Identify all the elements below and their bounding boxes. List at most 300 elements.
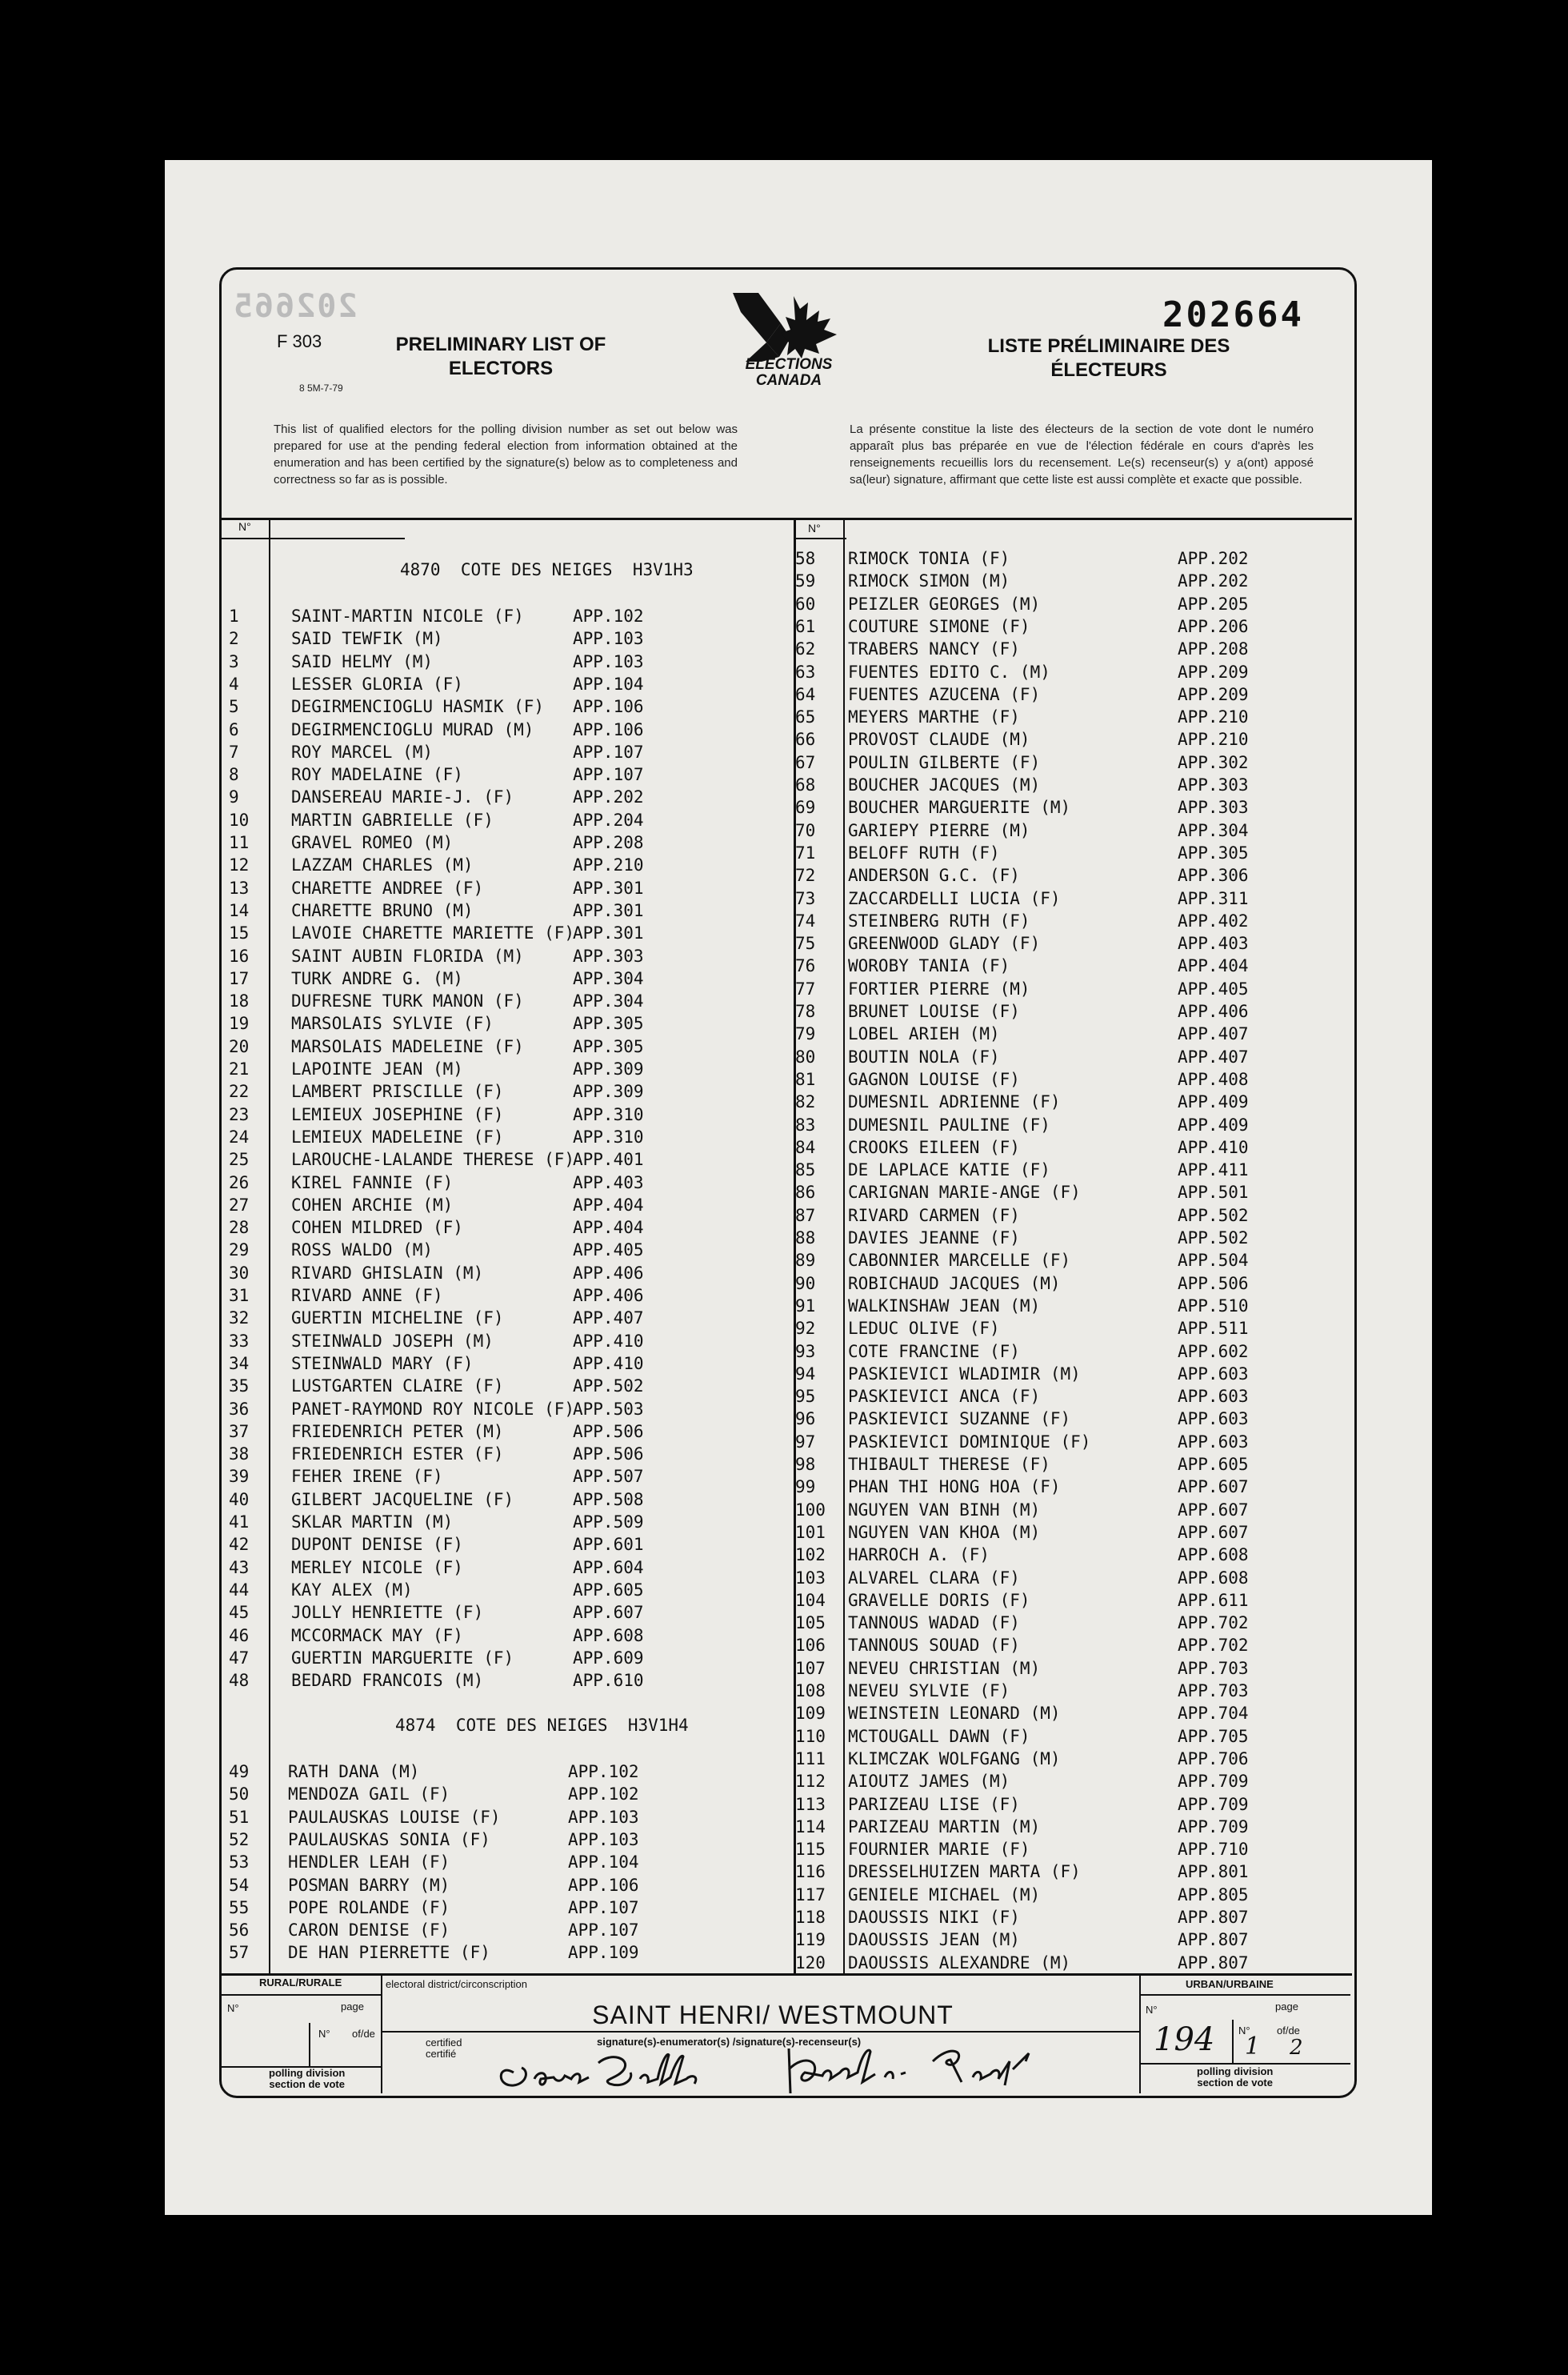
elector-apartment: APP.610 [573, 1671, 644, 1691]
district-rule [382, 2031, 1139, 2033]
elector-apartment: APP.206 [1178, 616, 1249, 636]
elector-name: LEMIEUX MADELEINE (F) [291, 1127, 504, 1147]
elector-name: MCTOUGALL DAWN (F) [848, 1726, 1030, 1746]
elector-name: FOURNIER MARIE (F) [848, 1840, 1030, 1860]
list-item [795, 1657, 1347, 1680]
footer-right-bottom-rule [1141, 2063, 1350, 2065]
form-number: F 303 [277, 331, 322, 351]
rural-of-label: of/de [352, 2028, 375, 2040]
elector-name: DEGIRMENCIOGLU HASMIK (F) [291, 697, 545, 717]
elector-name: KAY ALEX (M) [291, 1580, 413, 1600]
elector-number: 87 [795, 1205, 816, 1225]
elector-number: 67 [795, 752, 816, 772]
elector-number: 109 [795, 1704, 826, 1724]
list-item [229, 1103, 789, 1126]
urban-no2-label: N° [1238, 2025, 1250, 2037]
elector-name: FEHER IRENE (F) [291, 1467, 443, 1487]
list-item [229, 990, 789, 1012]
elector-apartment: APP.709 [1178, 1794, 1249, 1814]
elector-apartment: APP.704 [1178, 1704, 1249, 1724]
right-no-header: N° [808, 522, 821, 535]
elector-name: PASKIEVICI SUZANNE (F) [848, 1409, 1071, 1429]
list-item [229, 967, 789, 990]
elector-number: 19 [229, 1014, 250, 1034]
elector-apartment: APP.508 [573, 1489, 644, 1509]
elector-apartment: APP.103 [568, 1807, 639, 1827]
elector-number: 9 [229, 787, 239, 807]
elector-name: CARON DENISE (F) [288, 1920, 450, 1940]
elector-apartment: APP.303 [573, 946, 644, 966]
elector-apartment: APP.303 [1178, 798, 1249, 818]
elector-apartment: APP.603 [1178, 1387, 1249, 1407]
elector-name: LOBEL ARIEH (M) [848, 1024, 1000, 1044]
elector-name: WOROBY TANIA (F) [848, 956, 1010, 976]
elector-number: 89 [795, 1251, 816, 1271]
elector-name: GARIEPY PIERRE (M) [848, 820, 1030, 840]
elector-name: BOUTIN NOLA (F) [848, 1047, 1000, 1067]
list-item [795, 1363, 1347, 1385]
list-item [229, 719, 789, 741]
elector-name: KIREL FANNIE (F) [291, 1172, 454, 1192]
elector-number: 69 [795, 798, 816, 818]
elector-number: 28 [229, 1218, 250, 1238]
elector-apartment: APP.602 [1178, 1341, 1249, 1361]
elector-number: 8 [229, 765, 239, 785]
elector-apartment: APP.405 [1178, 979, 1249, 999]
elector-apartment: APP.407 [1178, 1024, 1249, 1044]
elector-apartment: APP.702 [1178, 1636, 1249, 1656]
elector-name: AIOUTZ JAMES (M) [848, 1772, 1010, 1792]
elector-number: 33 [229, 1331, 250, 1351]
elector-number: 111 [795, 1748, 826, 1768]
elector-apartment: APP.807 [1178, 1930, 1249, 1950]
elector-number: 39 [229, 1467, 250, 1487]
list-item [795, 1000, 1347, 1023]
elector-name: STEINBERG RUTH (F) [848, 911, 1030, 931]
elector-name: SKLAR MARTIN (M) [291, 1512, 454, 1532]
elector-name: MEYERS MARTHE (F) [848, 707, 1020, 727]
elector-number: 58 [795, 549, 816, 568]
elector-number: 27 [229, 1195, 250, 1215]
elector-number: 71 [795, 843, 816, 863]
elector-name: BOUCHER JACQUES (M) [848, 775, 1041, 795]
urban-of-label: of/de [1277, 2025, 1300, 2037]
elector-number: 49 [229, 1762, 250, 1781]
elector-number: 68 [795, 775, 816, 795]
list-item [795, 1725, 1347, 1748]
elector-number: 36 [229, 1399, 250, 1419]
list-item [229, 1941, 789, 1964]
elector-apartment: APP.403 [573, 1172, 644, 1192]
elector-apartment: APP.611 [1178, 1590, 1249, 1610]
elector-apartment: APP.209 [1178, 662, 1249, 682]
list-item [795, 1816, 1347, 1838]
elector-apartment: APP.603 [1178, 1432, 1249, 1452]
elector-number: 31 [229, 1286, 250, 1305]
list-item [229, 1760, 789, 1783]
rural-label-rule [221, 1994, 381, 1996]
elector-apartment: APP.407 [573, 1308, 644, 1328]
elector-name: PANET-RAYMOND ROY NICOLE (F) [291, 1399, 575, 1419]
list-item [795, 1340, 1347, 1363]
elector-number: 86 [795, 1183, 816, 1203]
elector-number: 110 [795, 1726, 826, 1746]
elector-name: DAOUSSIS ALEXANDRE (M) [848, 1952, 1071, 1972]
elector-apartment: APP.405 [573, 1240, 644, 1260]
elector-number: 92 [795, 1319, 816, 1339]
elector-number: 74 [795, 911, 816, 931]
elector-name: ROBICHAUD JACQUES (M) [848, 1273, 1061, 1293]
list-item [229, 1443, 789, 1465]
list-item [229, 1307, 789, 1329]
elector-name: LEDUC OLIVE (F) [848, 1319, 1000, 1339]
elector-apartment: APP.205 [1178, 594, 1249, 614]
list-item [795, 955, 1347, 977]
elector-apartment: APP.706 [1178, 1748, 1249, 1768]
elector-apartment: APP.509 [573, 1512, 644, 1532]
elector-apartment: APP.401 [573, 1150, 644, 1170]
elector-number: 16 [229, 946, 250, 966]
right-no-header-rule [794, 538, 846, 539]
elector-name: RIMOCK SIMON (M) [848, 571, 1010, 591]
elector-apartment: APP.309 [573, 1059, 644, 1079]
elector-apartment: APP.210 [573, 855, 644, 875]
elector-number: 120 [795, 1952, 826, 1972]
elector-name: MENDOZA GAIL (F) [288, 1784, 450, 1804]
page-total: 2 [1290, 2036, 1303, 2060]
district-name: SAINT HENRI/ WESTMOUNT [592, 2001, 954, 2029]
elector-number: 94 [795, 1364, 816, 1384]
elector-name: GILBERT JACQUELINE (F) [291, 1489, 514, 1509]
list-item [229, 1035, 789, 1058]
elector-name: PHAN THI HONG HOA (F) [848, 1477, 1061, 1497]
elector-name: DAVIES JEANNE (F) [848, 1228, 1020, 1248]
elector-number: 57 [229, 1943, 250, 1963]
elector-number: 30 [229, 1263, 250, 1283]
list-item [795, 1521, 1347, 1544]
elector-apartment: APP.301 [573, 900, 644, 920]
elector-number: 102 [795, 1545, 826, 1565]
elector-apartment: APP.210 [1178, 707, 1249, 727]
elector-apartment: APP.502 [1178, 1205, 1249, 1225]
list-item [229, 922, 789, 944]
elector-apartment: APP.411 [1178, 1160, 1249, 1180]
elector-apartment: APP.703 [1178, 1681, 1249, 1700]
list-item [795, 1249, 1347, 1272]
urban-no-label: N° [1146, 2004, 1158, 2016]
elector-name: LAMBERT PRISCILLE (F) [291, 1082, 504, 1102]
elector-apartment: APP.107 [573, 742, 644, 762]
elector-name: FUENTES EDITO C. (M) [848, 662, 1050, 682]
elector-number: 95 [795, 1387, 816, 1407]
list-item [229, 1488, 789, 1511]
logo-line2: CANADA [755, 372, 822, 389]
elector-apartment: APP.106 [573, 697, 644, 717]
list-item [795, 1317, 1347, 1340]
elector-apartment: APP.507 [573, 1467, 644, 1487]
elector-name: TANNOUS WADAD (F) [848, 1613, 1020, 1633]
elector-apartment: APP.604 [573, 1557, 644, 1577]
elector-number: 48 [229, 1671, 250, 1691]
elector-number: 118 [795, 1908, 826, 1927]
list-item [229, 1148, 789, 1171]
elector-number: 13 [229, 878, 250, 898]
elector-name: STEINWALD MARY (F) [291, 1353, 474, 1373]
elector-number: 61 [795, 616, 816, 636]
footer-top-rule [221, 1973, 1352, 1976]
elector-number: 43 [229, 1557, 250, 1577]
elector-name: HENDLER LEAH (F) [288, 1852, 450, 1872]
elector-name: ROY MADELAINE (F) [291, 765, 463, 785]
list-item [229, 831, 789, 854]
elector-apartment: APP.305 [573, 1014, 644, 1034]
urban-label: URBAN/URBAINE [1186, 1978, 1274, 1990]
elector-apartment: APP.106 [573, 719, 644, 739]
list-item [229, 1465, 789, 1488]
list-item [795, 1702, 1347, 1724]
list-item [795, 1227, 1347, 1249]
certified-label: certified certifié [426, 2037, 462, 2060]
list-item [795, 774, 1347, 796]
list-item [229, 1647, 789, 1669]
elector-number: 25 [229, 1150, 250, 1170]
elector-name: DUMESNIL PAULINE (F) [848, 1115, 1050, 1135]
list-item [795, 1046, 1347, 1068]
elector-number: 18 [229, 991, 250, 1011]
elector-apartment: APP.208 [573, 833, 644, 852]
elector-name: CROOKS EILEEN (F) [848, 1137, 1020, 1157]
list-item [229, 1216, 789, 1239]
list-item [795, 751, 1347, 774]
elector-number: 40 [229, 1489, 250, 1509]
elector-name: ROSS WALDO (M) [291, 1240, 434, 1260]
elector-apartment: APP.310 [573, 1104, 644, 1124]
polling-division-number: 194 [1154, 2021, 1215, 2058]
list-item [795, 978, 1347, 1000]
elector-apartment: APP.202 [573, 787, 644, 807]
elector-apartment: APP.402 [1178, 911, 1249, 931]
elector-number: 98 [795, 1455, 816, 1474]
elector-apartment: APP.506 [573, 1444, 644, 1464]
elector-apartment: APP.607 [1178, 1500, 1249, 1520]
list-item [229, 1783, 789, 1805]
elector-apartment: APP.202 [1178, 571, 1249, 591]
elector-number: 59 [795, 571, 816, 591]
elector-number: 12 [229, 855, 250, 875]
list-item [229, 1828, 789, 1851]
elector-number: 29 [229, 1240, 250, 1260]
elector-apartment: APP.807 [1178, 1908, 1249, 1927]
elector-number: 84 [795, 1137, 816, 1157]
list-item [795, 1476, 1347, 1498]
elector-apartment: APP.502 [1178, 1228, 1249, 1248]
elector-name: CABONNIER MARCELLE (F) [848, 1251, 1071, 1271]
mirrored-stamp-number: 202665 [232, 288, 358, 325]
elector-name: POULIN GILBERTE (F) [848, 752, 1041, 772]
elector-name: TRABERS NANCY (F) [848, 639, 1020, 659]
elector-name: SAINT-MARTIN NICOLE (F) [291, 607, 524, 626]
elector-name: LUSTGARTEN CLAIRE (F) [291, 1376, 504, 1396]
elector-name: NEVEU SYLVIE (F) [848, 1681, 1010, 1700]
elector-name: BRUNET LOUISE (F) [848, 1002, 1020, 1021]
elector-number: 7 [229, 742, 239, 762]
elector-number: 70 [795, 820, 816, 840]
elector-name: LAZZAM CHARLES (M) [291, 855, 474, 875]
elector-number: 93 [795, 1341, 816, 1361]
elector-apartment: APP.404 [1178, 956, 1249, 976]
elector-name: HARROCH A. (F) [848, 1545, 990, 1565]
elector-name: GRAVEL ROMEO (M) [291, 833, 454, 852]
elector-name: DE LAPLACE KATIE (F) [848, 1160, 1050, 1180]
elector-number: 76 [795, 956, 816, 976]
elector-apartment: APP.106 [568, 1875, 639, 1895]
elector-apartment: APP.506 [573, 1421, 644, 1441]
elector-apartment: APP.607 [1178, 1522, 1249, 1542]
elector-name: LAVOIE CHARETTE MARIETTE (F) [291, 923, 575, 943]
elector-name: GREENWOOD GLADY (F) [848, 934, 1041, 954]
elector-number: 81 [795, 1069, 816, 1089]
elector-name: SAID TEWFIK (M) [291, 629, 443, 649]
elector-name: PEIZLER GEORGES (M) [848, 594, 1041, 614]
elector-apartment: APP.210 [1178, 730, 1249, 750]
elector-name: NEVEU CHRISTIAN (M) [848, 1658, 1041, 1678]
elector-number: 114 [795, 1816, 826, 1836]
list-item [229, 673, 789, 695]
elector-name: POPE ROLANDE (F) [288, 1897, 450, 1917]
elector-name: COUTURE SIMONE (F) [848, 616, 1030, 636]
elector-name: COHEN ARCHIE (M) [291, 1195, 454, 1215]
rural-no-label: N° [227, 2002, 239, 2014]
list-item [795, 1114, 1347, 1136]
list-item [795, 1385, 1347, 1408]
list-item [795, 1906, 1347, 1928]
list-item [795, 593, 1347, 615]
section-header-4870: 4870 COTE DES NEIGES H3V1H3 [400, 560, 694, 579]
list-item [229, 1601, 789, 1624]
list-item [229, 1262, 789, 1284]
elector-apartment: APP.807 [1178, 1952, 1249, 1972]
elector-name: PARIZEAU MARTIN (M) [848, 1816, 1041, 1836]
elector-number: 4 [229, 674, 239, 694]
elector-apartment: APP.608 [573, 1625, 644, 1645]
elector-name: GENIELE MICHAEL (M) [848, 1884, 1041, 1904]
elector-name: FUENTES AZUCENA (F) [848, 684, 1041, 704]
signature-2 [773, 2037, 1037, 2103]
list-item [795, 638, 1347, 660]
elector-name: COTE FRANCINE (F) [848, 1341, 1020, 1361]
elector-apartment: APP.410 [573, 1331, 644, 1351]
list-item [229, 605, 789, 627]
list-item [229, 1194, 789, 1216]
elector-apartment: APP.703 [1178, 1658, 1249, 1678]
elector-apartment: APP.304 [573, 968, 644, 988]
elector-name: PARIZEAU LISE (F) [848, 1794, 1020, 1814]
elector-name: DUMESNIL ADRIENNE (F) [848, 1092, 1061, 1112]
intro-french: La présente constitue la liste des électeurs de la section de vote dont le numéro apparaît plus bas préparée en vue de l'élection fédérale en cours d'après les renseignements recueillis lors du recensement. Le(s) recenseur(s) y a(ont) apposé sa(leur) signature, affirmant que cette liste est aussi complète et exacte que possible. [850, 423, 1314, 487]
elector-number: 15 [229, 923, 250, 943]
elector-name: COHEN MILDRED (F) [291, 1218, 463, 1238]
list-item [795, 1295, 1347, 1317]
elector-name: CHARETTE ANDREE (F) [291, 878, 484, 898]
elector-name: DANSEREAU MARIE-J. (F) [291, 787, 514, 807]
elector-number: 50 [229, 1784, 250, 1804]
list-item [795, 728, 1347, 751]
list-item [795, 1928, 1347, 1951]
list-item [795, 1431, 1347, 1453]
list-item [795, 1091, 1347, 1113]
elector-number: 44 [229, 1580, 250, 1600]
rural-label: RURAL/RURALE [259, 1976, 342, 1989]
list-item [795, 1453, 1347, 1476]
elector-apartment: APP.301 [573, 923, 644, 943]
elector-apartment: APP.608 [1178, 1545, 1249, 1565]
elector-number: 112 [795, 1772, 826, 1792]
elector-number: 3 [229, 651, 239, 671]
elector-name: ZACCARDELLI LUCIA (F) [848, 888, 1061, 908]
elector-number: 90 [795, 1273, 816, 1293]
elector-name: CHARETTE BRUNO (M) [291, 900, 474, 920]
elector-apartment: APP.109 [568, 1943, 639, 1963]
list-item [229, 1851, 789, 1873]
elector-name: RIVARD CARMEN (F) [848, 1205, 1020, 1225]
elector-number: 32 [229, 1308, 250, 1328]
elector-apartment: APP.609 [573, 1648, 644, 1668]
elector-apartment: APP.103 [568, 1829, 639, 1849]
elector-number: 79 [795, 1024, 816, 1044]
elector-number: 91 [795, 1296, 816, 1316]
elector-apartment: APP.301 [573, 878, 644, 898]
elector-name: CARIGNAN MARIE-ANGE (F) [848, 1183, 1081, 1203]
list-item [795, 683, 1347, 706]
elector-apartment: APP.501 [1178, 1183, 1249, 1203]
elector-number: 97 [795, 1432, 816, 1452]
elector-name: BELOFF RUTH (F) [848, 843, 1000, 863]
elector-number: 60 [795, 594, 816, 614]
elector-number: 24 [229, 1127, 250, 1147]
elector-apartment: APP.601 [573, 1535, 644, 1555]
list-item [229, 1012, 789, 1035]
footer-right-page-divider [1232, 2020, 1234, 2063]
intro-english: This list of qualified electors for the polling division number as set out below was prepared for use at the pending federal election from information obtained at the enumeration and has been certified by the signature(s) below as to completeness and correctness so far as is possible. [274, 423, 738, 487]
section-header-4874: 4874 COTE DES NEIGES H3V1H4 [395, 1716, 689, 1735]
elector-number: 108 [795, 1681, 826, 1700]
elector-number: 56 [229, 1920, 250, 1940]
elector-apartment: APP.103 [573, 629, 644, 649]
elector-number: 35 [229, 1376, 250, 1396]
elector-name: GRAVELLE DORIS (F) [848, 1590, 1030, 1610]
list-item [229, 809, 789, 831]
elector-number: 100 [795, 1500, 826, 1520]
footer-left-divider [381, 1975, 382, 2093]
elector-name: TANNOUS SOUAD (F) [848, 1636, 1020, 1656]
elector-name: FRIEDENRICH PETER (M) [291, 1421, 504, 1441]
elector-name: PASKIEVICI DOMINIQUE (F) [848, 1432, 1091, 1452]
elector-name: ROY MARCEL (M) [291, 742, 434, 762]
elector-name: MARSOLAIS SYLVIE (F) [291, 1014, 494, 1034]
left-no-header-rule [221, 538, 405, 539]
elector-number: 42 [229, 1535, 250, 1555]
list-item [229, 1919, 789, 1941]
elector-number: 117 [795, 1884, 826, 1904]
elector-number: 106 [795, 1636, 826, 1656]
elector-apartment: APP.605 [1178, 1455, 1249, 1474]
title-fr-line2: ÉLECTEURS [1050, 359, 1167, 381]
elector-number: 73 [795, 888, 816, 908]
elector-name: DUPONT DENISE (F) [291, 1535, 463, 1555]
list-item [795, 864, 1347, 887]
list-item [795, 1770, 1347, 1792]
elector-number: 105 [795, 1613, 826, 1633]
